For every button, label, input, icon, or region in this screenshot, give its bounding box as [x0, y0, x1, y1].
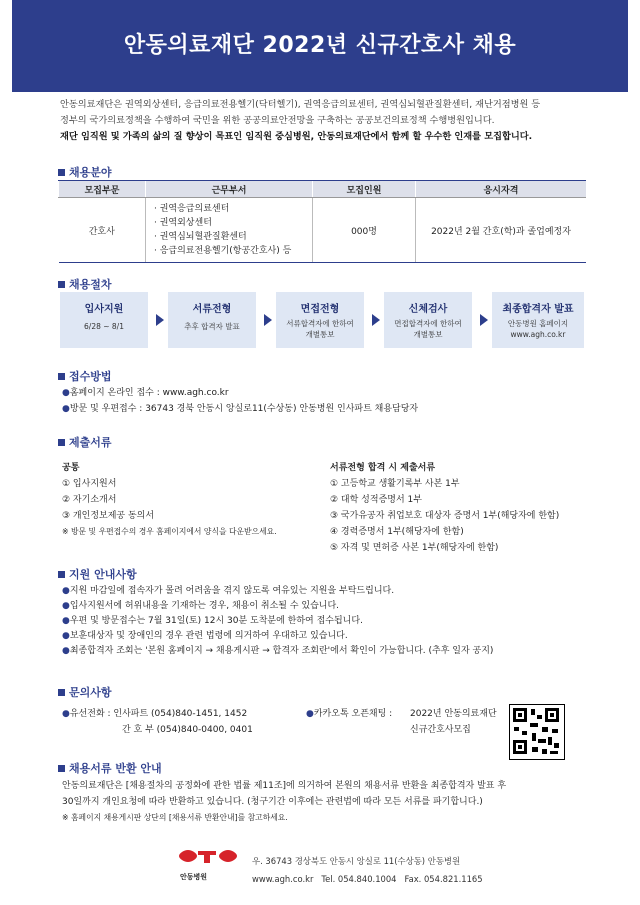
footer-web-link[interactable]: www.agh.co.kr [252, 874, 314, 884]
dept-cell: 간호사 [59, 198, 146, 263]
intro-line-2: 정부의 국가의료정책을 수행하여 국민을 위한 공공의료안전망을 구축하는 공공보건의료정책 수행병원입니다. [60, 115, 495, 126]
section-contact-title: 문의사항 [58, 684, 112, 700]
qr-code-icon[interactable] [509, 704, 565, 760]
step-apply: 입사지원 6/28 ~ 8/1 [60, 292, 148, 348]
recruit-table [58, 180, 586, 263]
square-bullet-icon [58, 281, 65, 288]
arrow-right-icon [372, 314, 380, 326]
step-document-screening: 서류전형 추후 합격자 발표 [168, 292, 256, 348]
guide-list [62, 584, 592, 659]
arrow-right-icon [156, 314, 164, 326]
bullet-icon: ● [62, 601, 70, 611]
count-cell: 000명 [313, 198, 416, 263]
bullet-icon: ● [62, 631, 70, 641]
list-item: ●입사지원서에 허위내용을 기재하는 경우, 채용이 취소될 수 있습니다. [62, 601, 340, 611]
contact-kakao: ●카카오톡 오픈채팅 : [306, 709, 393, 719]
square-bullet-icon [58, 373, 65, 380]
apply-post: ●방문 및 우편접수 : 36743 경북 안동시 앙실로11(수상동) 안동병원 인사파트 채용담당자 [62, 404, 419, 414]
step-medical-exam: 신체검사 면접합격자에 한하여 개별통보 [384, 292, 472, 348]
bullet-icon: ● [62, 586, 70, 596]
square-bullet-icon [58, 439, 65, 446]
square-bullet-icon [58, 689, 65, 696]
section-process-title: 채용절차 [58, 276, 112, 292]
square-bullet-icon [58, 169, 65, 176]
return-notice: 안동의료재단은 [채용절차의 공정화에 관한 법률 제11조]에 의거하여 본원의 채용서류 반환을 최종합격자 발표 후 30일까지 개인요청에 따라 반환하고 있습니다. (청구기간 이후에는 관련법에 따라 모든 서류를 파기합니다.) ※ 홈페이지 채용게시판 상단의 [채용서류 반환안내]를 참고하세요. [62, 781, 507, 822]
square-bullet-icon [58, 765, 65, 772]
bullet-icon: ● [62, 646, 70, 656]
arrow-right-icon [264, 314, 272, 326]
arrow-right-icon [480, 314, 488, 326]
intro-line-3: 재단 임직원 및 가족의 삶의 질 향상이 목표인 임직원 중심병원, 안동의료재단에서 함께 할 우수한 인재를 모집합니다. [60, 131, 533, 142]
table-header: 근무부서 [146, 181, 313, 198]
footer-info: 우. 36743 경상북도 안동시 앙실로 11(수상동) 안동병원 www.agh.co.kr Tel. 054.840.1004 Fax. 054.821.1165 [252, 856, 483, 884]
page-title: 안동의료재단 2022년 신규간호사 채용 [123, 33, 517, 58]
bullet-icon: ● [62, 709, 70, 719]
units-cell: · 권역응급의료센터 · 권역외상센터 · 권역심뇌혈관질환센터 · 응급의료전용헬기(항공간호사) 등 [146, 198, 313, 263]
square-bullet-icon [58, 571, 65, 578]
contact-kakao-room: 2022년 안동의료재단 신규간호사모집 [410, 709, 497, 735]
section-docs-title: 제출서류 [58, 434, 112, 450]
section-guide-title: 지원 안내사항 [58, 566, 137, 582]
list-item: ●보훈대상자 및 장애인의 경우 관련 법령에 의거하여 우대하고 있습니다. [62, 631, 348, 641]
hospital-logo [178, 848, 238, 888]
intro-text [60, 97, 600, 145]
apply-online: ●홈페이지 온라인 접수 : www.agh.co.kr [62, 388, 229, 398]
section-field-title: 채용분야 [58, 164, 112, 180]
logo-label: 안동병원 [180, 873, 208, 881]
step-interview: 면접전형 서류합격자에 한하여 개별통보 [276, 292, 364, 348]
docs-common: 공통 ① 입사지원서 ② 자기소개서 ③ 개인정보제공 동의서 ※ 방문 및 우편접수의 경우 홈페이지에서 양식을 다운받으세요. [62, 463, 277, 536]
header-banner [12, 0, 628, 92]
step-final-announcement: 최종합격자 발표 안동병원 홈페이지 www.agh.co.kr [492, 292, 584, 348]
table-header: 모집인원 [313, 181, 416, 198]
list-item: ●우편 및 방문접수는 7월 31일(토) 12시 30분 도착분에 한하여 접수됩니다. [62, 616, 363, 626]
section-return-title: 채용서류 반환 안내 [58, 760, 162, 776]
intro-line-1: 안동의료재단은 권역외상센터, 응급의료전용헬기(닥터헬기), 권역응급의료센터, 권역심뇌혈관질환센터, 재난거점병원 등 [60, 99, 541, 110]
contact-phone: ●유선전화 : 인사파트 (054)840-1451, 1452 간 호 부 (054)840-0400, 0401 [62, 709, 253, 735]
qualification-cell: 2022년 2월 간호(학)과 졸업예정자 [416, 198, 587, 263]
bullet-icon: ● [62, 388, 70, 398]
docs-pass: 서류전형 합격 시 제출서류 ① 고등학교 생활기록부 사본 1부 ② 대학 성적증명서 1부 ③ 국가유공자 취업보호 대상자 증명서 1부(해당자에 한함) ④ 경력증명서 1부(해당자에 한함) ⑤ 자격 및 면허증 사본 1부(해당자에 한함) [330, 463, 560, 553]
bullet-icon: ● [62, 616, 70, 626]
bullet-icon: ● [306, 709, 314, 719]
table-header: 응시자격 [416, 181, 587, 198]
section-apply-title: 접수방법 [58, 368, 112, 384]
list-item: ●최종합격자 조회는 '본원 홈페이지 → 채용게시판 → 합격자 조회란'에서 확인이 가능합니다. (추후 일자 공지) [62, 646, 494, 656]
bullet-icon: ● [62, 404, 70, 414]
list-item: ●지원 마감일에 접속자가 몰려 어려움을 겪지 않도록 여유있는 지원을 부탁드립니다. [62, 586, 395, 596]
table-row [59, 198, 587, 263]
table-header: 모집부문 [59, 181, 146, 198]
process-steps [60, 292, 584, 348]
